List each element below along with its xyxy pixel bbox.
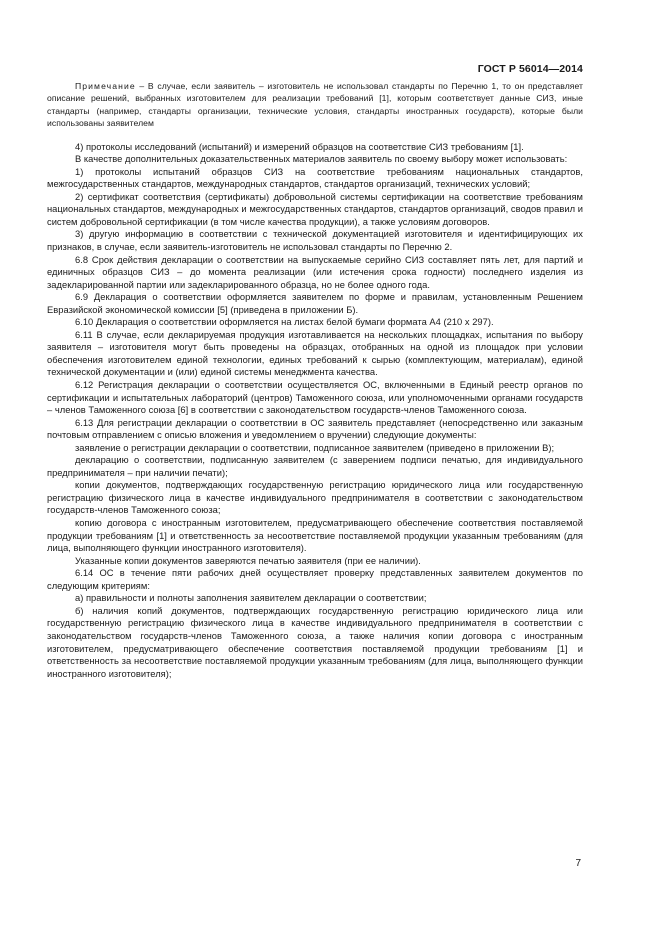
paragraph-additional-materials: В качестве дополнительных доказательственных материалов заявитель по своему выбору может использовать: <box>75 154 568 165</box>
note-paragraph <box>47 80 583 130</box>
paragraph-6-9: 6.9 Декларация о соответствии оформляется заявителем по форме и правилам, установленным Решением Евразийской экономической комиссии [5] (приведена в приложении Б). <box>47 292 583 315</box>
paragraph-doc-registration-copies: копии документов, подтверждающих государственную регистрацию юридического лица или государственную регистрацию физического лица в качестве индивидуального предпринимателя в соответствии с законодательством государств-членов Таможенного союза; <box>47 480 583 516</box>
paragraph-list-item-3: 3) другую информацию в соответствии с технической документацией изготовителя и идентифицирующих их признаков, в случае, если заявитель-изготовитель не использовал стандарты по Перечню 2. <box>47 229 583 252</box>
note-text: – В случае, если заявитель – изготовитель не использовал стандарты по Перечню 1, то он представляет описание решений, выбранных изготовителем для реализации требований [1], которым соответствует данные СИЗ, иные стандарты (например, стандарты организации, технические условия, стандарты иностранных государств), которые были использованы заявителем <box>47 81 583 129</box>
paragraph-6-10: 6.10 Декларация о соответствии оформляется на листах белой бумаги формата А4 (210 х 297). <box>75 317 494 328</box>
paragraph-list-item-1: 1) протоколы испытаний образцов СИЗ на соответствие требованиям национальных стандартов, межгосударственных стандартов, международных стандартов, стандартов организаций, технических условий; <box>47 166 583 190</box>
document-body <box>47 80 583 680</box>
paragraph-criterion-a: а) правильности и полноты заполнения заявителем декларации о соответствии; <box>75 593 427 604</box>
paragraph-doc-contract-copy: копию договора с иностранным изготовителем, предусматривающего обеспечение соответствия поставляемой продукции требованиям [1] и ответственность за несоответствие поставляемой продукции указанным требованиям (для лица, выполняющего функции иностранного изготовителя). <box>47 518 583 554</box>
paragraph-6-14: 6.14 ОС в течение пяти рабочих дней осуществляет проверку представленных заявителем документов по следующим критериям: <box>47 568 583 591</box>
paragraph-6-12: 6.12 Регистрация декларации о соответствии осуществляется ОС, включенными в Единый реестр органов по сертификации и испытательных лабораторий (центров) Таможенного союза, или уполномоченными органами государств – членов Таможенного союза [6] в соответствии с законодательством государств-членов Таможенного союза. <box>47 380 583 416</box>
note-label: Примечание <box>75 81 136 91</box>
paragraph-doc-declaration: декларацию о соответствии, подписанную заявителем (с заверением подписи печатью, для индивидуального предпринимателя – при наличии печати); <box>47 455 583 478</box>
paragraph-criterion-b: б) наличия копий документов, подтверждающих государственную регистрацию юридического лица или государственную регистрацию физического лица в качестве индивидуального предпринимателя в соответствии с законодательством государств-членов Таможенного союза, а также наличия копии договора с иностранным изготовителем, предусматривающего обеспечение соответствия поставляемой продукции требованиям [1] и ответственность за несоответствие поставляемой продукции указанным требованиям (для лица, выполняющего функции иностранного изготовителя); <box>47 605 583 679</box>
paragraph-list-item-2: 2) сертификат соответствия (сертификаты) добровольной системы сертификации на соответствие требованиям национальных стандартов, международных и межгосударственных стандартов, стандартов организаций, сводов правил и систем добровольной сертификации (в том числе качества продукции), а также условиям договоров. <box>47 191 583 227</box>
paragraph-doc-application: заявление о регистрации декларации о соответствии, подписанное заявителем (приведено в приложении В); <box>75 442 555 453</box>
paragraph-6-8: 6.8 Срок действия декларации о соответствии на выпускаемые серийно СИЗ составляет пять лет, для партий и единичных образцов СИЗ – до момента реализации (или истечения срока годности) последнего изделия из задекларированной партии или задекларированного образца, но не более одного года. <box>47 254 583 290</box>
paragraph-protocols: 4) протоколы исследований (испытаний) и измерений образцов на соответствие СИЗ требованиям [1]. <box>75 141 524 152</box>
page-number: 7 <box>575 858 581 869</box>
paragraph-copies-certified: Указанные копии документов заверяются печатью заявителя (при ее наличии). <box>75 555 421 566</box>
paragraph-6-11: 6.11 В случае, если декларируемая продукция изготавливается на нескольких площадках, испытания по выбору заявителя – изготовителя могут быть проведены на образцах, отобранных на одной из площадок при условии обеспечения изготовителем единой технологии, единых требований к сырью (комплектующим, материалам), единой технической документации и (или) единой системы менеджмента качества. <box>47 329 583 378</box>
paragraph-6-13: 6.13 Для регистрации декларации о соответствии в ОС заявитель представляет (непосредственно или заказным почтовым отправлением с описью вложения и уведомлением о вручении) следующие документы: <box>47 417 583 441</box>
standard-header: ГОСТ Р 56014—2014 <box>477 63 583 75</box>
